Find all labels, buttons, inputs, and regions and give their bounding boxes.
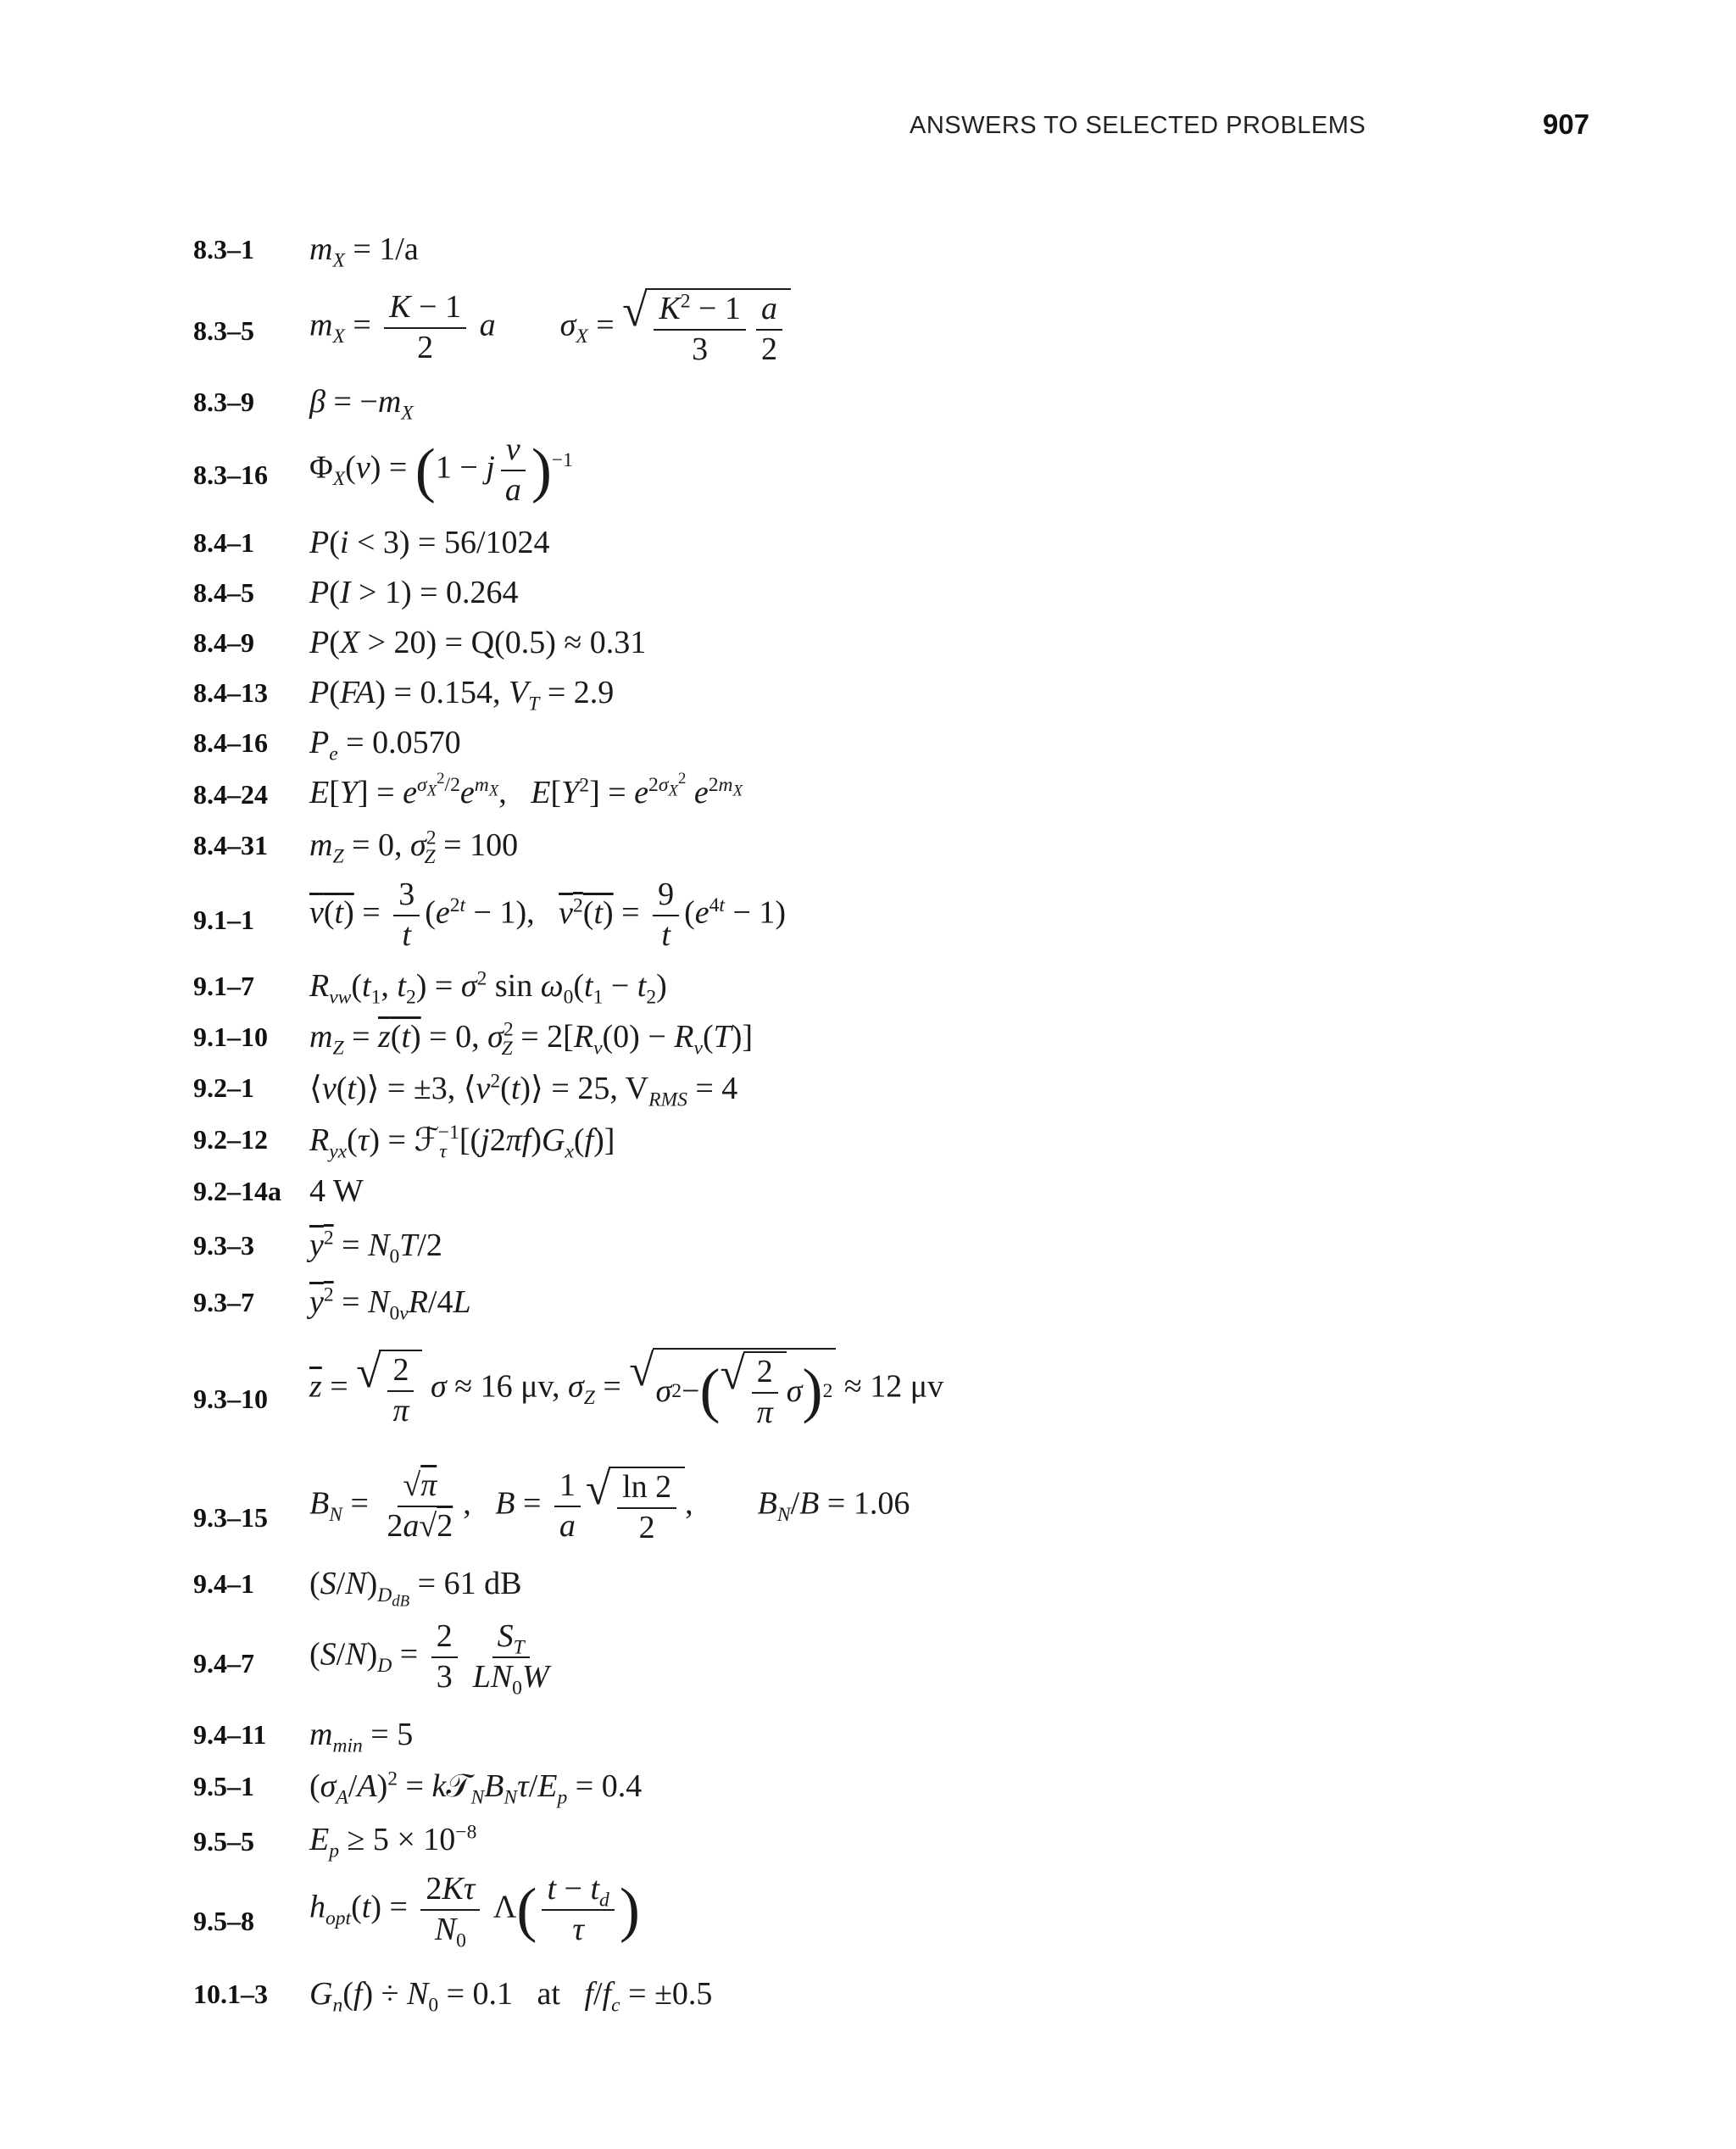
value: 4 [721,1071,738,1106]
value: Q(0.5) ≈ 0.31 [470,625,647,660]
equation: ⟨v(t)⟩ = ±3, $⟨v^2(t)⟩ = 25$, $V_{RMS} = 4$ [309,1070,738,1111]
problem-number: 10.1–3 [193,1979,268,2009]
equation: v(t) = $\frac{3}{t}$ $(e^{2t} - 1)$, $v^2(t)$ = $\frac{9}{t}$ $(e^{4t} - 1)$ [309,877,787,953]
running-header: ANSWERS TO SELECTED PROBLEMS [910,112,1366,139]
value: 0.154 [420,675,492,710]
value: 61 dB [443,1566,522,1601]
value: 12 μv [870,1368,944,1405]
value: 0.1 [472,1976,514,2012]
equation: $m_Z = 0$, $\sigma^2_Z = 100$ [309,827,519,868]
page-number: 907 [1543,109,1590,140]
equation: $y^2 = N_0T/2$ [309,1227,442,1268]
equation: $h_{opt}(t)$ = $\frac{2K\tau}{N_0}$ Λ( $\frac{t - t_d}{\tau}$ ) [309,1871,640,1952]
value: 0.0570 [372,725,461,760]
problem-number: 9.2–12 [193,1124,268,1155]
equation: $G_n(f) \div N_0 = 0.1$ at $f/f_c = \pm 0.5$ [309,1976,713,2017]
equation: $(S/N)_D$ = $\frac{2}{3}$ $\frac{S_T}{LN_0W}$ [309,1618,549,1700]
value: ±0.5 [654,1976,713,2012]
problem-number: 9.3–15 [193,1502,268,1533]
equation: $m_{min} = 5$ [309,1717,414,1757]
equation: P(X > 20) = Q(0.5) ≈ 0.31 [309,625,647,660]
problem-number: 9.5–5 [193,1826,254,1857]
problem-number: 9.2–1 [193,1072,254,1103]
value: 4 W [309,1173,364,1209]
equation: $(S/N)_{D_{dB}} = 61$ dB [309,1566,522,1611]
problem-number: 9.4–11 [193,1719,267,1750]
equation: $R_{yx}(\tau)$ = $ℱ_\tau^{-1}[(j2\pi f)G_x(f)]$ [309,1122,615,1163]
equation: $\overline{z}$ = √ $\frac{2}{\pi}$ σ ≈ 16 μv, $\sigma_Z$ = √ σ 2 − ( √ $\frac{2}{\pi}$ σ ) 2 ≈ 12 μv [309,1345,944,1430]
equation: $R_{vw}(t_1$, $t_2) = \sigma^2$ $\sin \omega_0(t_1 - t_2)$ [309,967,667,1009]
equation: $m_Z = z(t) = 0$, $\sigma^2_Z = 2[R_v(0) - R_v(T)]$ [309,1018,754,1060]
problem-number: 9.1–1 [193,905,254,935]
problem-number: 9.4–7 [193,1648,254,1679]
equation: P(I > 1) = 0.264 [309,575,519,610]
equation: $(\sigma_A/A)^2$ = $k𝒯_NB_N\tau/E_p = 0.4$ [309,1768,643,1809]
equation: $P_e = 0.0570$ [309,725,461,766]
value: 100 [470,827,519,863]
problem-number: 8.4–9 [193,627,254,658]
problem-number: 9.5–1 [193,1771,254,1801]
problem-number: 8.4–24 [193,779,268,810]
value: 0.264 [446,575,519,610]
value: 2.9 [573,675,615,710]
problem-number: 8.4–5 [193,577,254,608]
problem-number: 8.3–1 [193,234,254,264]
problem-number: 9.3–10 [193,1383,268,1414]
value: 25 [577,1071,610,1106]
problem-number: 9.1–7 [193,971,254,1001]
equation: $B_N$ = $\frac{√\pi}{2a√2}$ , B = $\frac{1}{a}$ √ $\frac{\ln 2}{2}$ , $B_N/B = 1.06$ [309,1464,910,1545]
problem-number: 8.4–31 [193,830,268,860]
problem-number: 8.4–1 [193,527,254,558]
problem-number: 8.3–16 [193,459,268,490]
value: 1/a [379,231,419,267]
value: 56/1024 [443,525,550,560]
problem-number: 8.4–16 [193,727,268,758]
equation: $m_X$ = $\frac{K - 1}{2}$ a $\sigma_X$ = √ $\frac{K^2 - 1}{3}$ $\frac{a}{2}$ [309,288,791,368]
equation: $y^2 = N_{0v}R/4L$ [309,1283,471,1325]
problem-number: 8.3–5 [193,315,254,346]
equation: $\beta = -m_X$ [309,384,414,425]
equation [309,1172,364,1210]
problem-number: 9.2–14a [193,1176,281,1206]
equation: P(FA) = 0.154, $V_T = 2.9$ [309,675,615,715]
value: 5 [397,1717,414,1752]
equation: $\Phi_X(\nu) = (1 - j$ $\frac{\nu}{a}$ )$^{-1}$ [309,431,573,508]
equation: $E[Y] = e^{\sigma_X^2/2}e^{m_X}$, $E[Y^2] = e^{2\sigma_X^2}$ $e^{2m_X}$ [309,770,743,810]
value: at [537,1976,560,2012]
equation: P(i < 3) = 56/1024 [309,525,550,560]
problem-number: 9.4–1 [193,1568,254,1599]
equation: $m_X = 1/a$ [309,231,419,272]
problem-number: 8.3–9 [193,387,254,417]
equation: $E_p \ge 5 \times 10^{-8}$ [309,1821,477,1862]
value: 0.4 [601,1768,643,1804]
value: 1.06 [853,1485,910,1522]
problem-number: 9.1–10 [193,1022,268,1052]
problem-number: 8.4–13 [193,677,268,708]
problem-number: 9.3–3 [193,1230,254,1261]
problem-number: 9.5–8 [193,1906,254,1936]
value: 16 μv [480,1368,552,1405]
problem-number: 9.3–7 [193,1287,254,1317]
